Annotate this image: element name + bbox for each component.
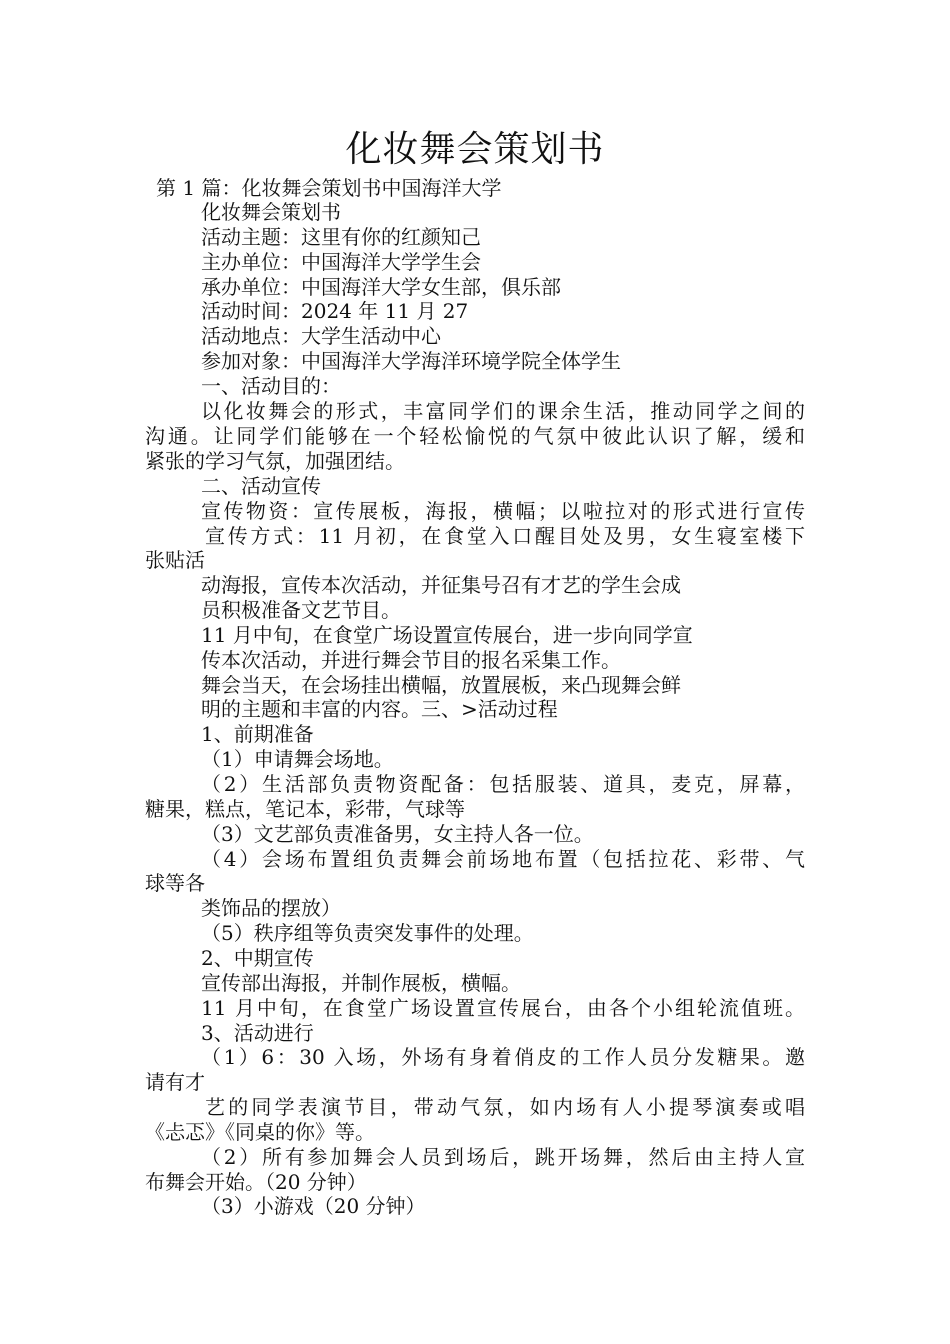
paragraph-line: 宣传物资：宣传展板，海报，横幅；以啦拉对的形式进行宣传 — [201, 499, 805, 523]
paragraph-line: 糖果，糕点，笔记本，彩带，气球等 — [145, 797, 465, 821]
list-item: （2）所有参加舞会人员到场后，跳开场舞，然后由主持人宣 — [201, 1145, 805, 1169]
section-heading-promotion: 二、活动宣传 — [201, 474, 321, 498]
list-item: （5）秩序组等负责突发事件的处理。 — [201, 921, 534, 945]
paragraph-line: 张贴活 — [145, 548, 205, 572]
text-line-time: 活动时间：2024 年 11 月 27 — [201, 299, 469, 323]
text-line-venue: 活动地点：大学生活动中心 — [201, 324, 441, 348]
paragraph-line: 动海报，宣传本次活动，并征集号召有才艺的学生会成 — [201, 573, 681, 597]
text-line-chapter-heading: 第 1 篇：化妆舞会策划书中国海洋大学 — [156, 176, 502, 200]
document-title: 化妆舞会策划书 — [345, 129, 605, 170]
paragraph-line: 明的主题和丰富的内容。三、>活动过程 — [201, 697, 558, 721]
text-line-co-organizer: 承办单位：中国海洋大学女生部，俱乐部 — [201, 275, 561, 299]
paragraph-line: 舞会当天，在会场挂出横幅，放置展板，来凸现舞会鲜 — [201, 673, 681, 697]
text-line-theme: 活动主题：这里有你的红颜知己 — [201, 225, 481, 249]
paragraph-line: 传本次活动，并进行舞会节目的报名采集工作。 — [201, 648, 621, 672]
subsection-heading-preparation: 1、前期准备 — [201, 722, 314, 746]
paragraph-line: 《忐忑》《同桌的你》等。 — [145, 1120, 375, 1144]
paragraph-line: 11 月中旬，在食堂广场设置宣传展台，进一步向同学宣 — [201, 623, 693, 647]
text-line-organizer: 主办单位：中国海洋大学学生会 — [201, 250, 481, 274]
paragraph-line: 艺的同学表演节目，带动气氛，如内场有人小提琴演奏或唱 — [205, 1095, 805, 1119]
paragraph-line: 11 月中旬，在食堂广场设置宣传展台，由各个小组轮流值班。 — [201, 996, 805, 1020]
paragraph-line: 沟通。让同学们能够在一个轻松愉悦的气氛中彼此认识了解，缓和 — [145, 424, 805, 448]
paragraph-line: 以化妆舞会的形式，丰富同学们的课余生活，推动同学之间的 — [201, 399, 805, 423]
subsection-heading-activity: 3、活动进行 — [201, 1021, 314, 1045]
paragraph-line: 紧张的学习气氛，加强团结。 — [145, 449, 405, 473]
list-item: （3）小游戏（20 分钟） — [201, 1194, 426, 1218]
text-line-participants: 参加对象：中国海洋大学海洋环境学院全体学生 — [201, 349, 621, 373]
list-item: （4）会场布置组负责舞会前场地布置（包括拉花、彩带、气 — [201, 847, 805, 871]
list-item: （3）文艺部负责准备男，女主持人各一位。 — [201, 822, 594, 846]
paragraph-line: 球等各 — [145, 871, 205, 895]
paragraph-line: 类饰品的摆放） — [201, 896, 341, 920]
text-line-subtitle: 化妆舞会策划书 — [201, 200, 341, 224]
subsection-heading-mid-promotion: 2、中期宣传 — [201, 946, 314, 970]
list-item: （1）申请舞会场地。 — [201, 747, 394, 771]
list-item: （1）6：30 入场，外场有身着俏皮的工作人员分发糖果。邀 — [201, 1045, 805, 1069]
paragraph-line: 员积极准备文艺节目。 — [201, 598, 401, 622]
paragraph-line: 宣传方式：11 月初，在食堂入口醒目处及男，女生寝室楼下 — [205, 524, 805, 548]
section-heading-purpose: 一、活动目的： — [201, 374, 341, 398]
paragraph-line: 宣传部出海报，并制作展板，横幅。 — [201, 971, 521, 995]
paragraph-line: 布舞会开始。（20 分钟） — [145, 1170, 367, 1194]
list-item: （2）生活部负责物资配备：包括服装、道具，麦克，屏幕， — [201, 772, 805, 796]
paragraph-line: 请有才 — [145, 1070, 205, 1094]
